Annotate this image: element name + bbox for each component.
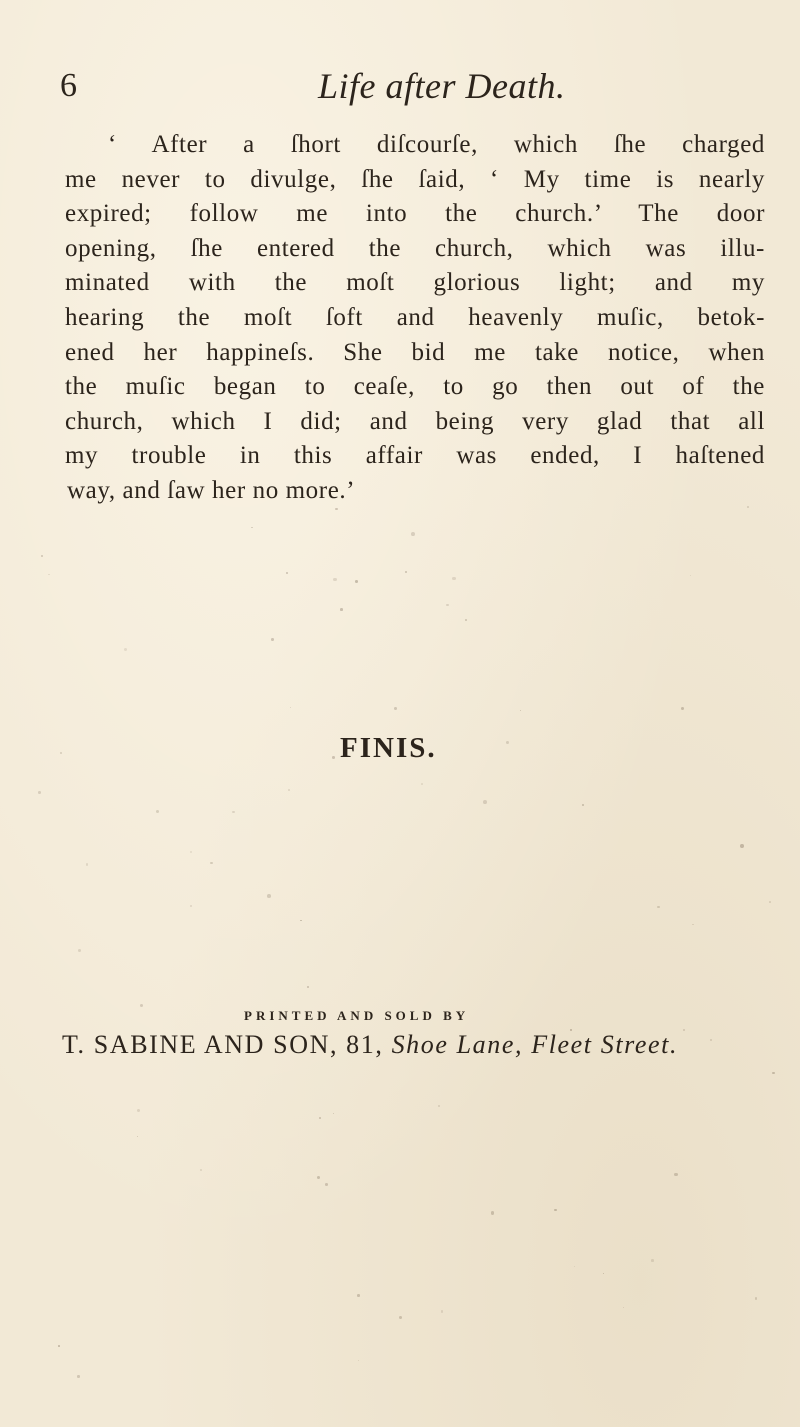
text-line: me never to divulge, ſhe ſaid, ‘ My time is nearly bbox=[65, 165, 765, 193]
paper-speckle bbox=[574, 1266, 575, 1267]
paper-speckle bbox=[692, 924, 694, 926]
paper-speckle bbox=[41, 555, 43, 557]
paper-speckle bbox=[286, 572, 288, 574]
paper-speckle bbox=[399, 1316, 402, 1319]
paper-speckle bbox=[140, 1004, 143, 1007]
paper-speckle bbox=[740, 844, 744, 848]
paper-speckle bbox=[210, 862, 212, 864]
paper-speckle bbox=[357, 1294, 360, 1297]
paper-speckle bbox=[333, 1113, 334, 1114]
page-header bbox=[60, 66, 760, 116]
text-line: ened her happineſs. She bid me take notice, when bbox=[65, 338, 765, 366]
paper-speckle bbox=[58, 1345, 60, 1347]
text-line: the muſic began to ceaſe, to go then out of the bbox=[65, 373, 765, 401]
paper-speckle bbox=[438, 1105, 440, 1107]
paper-speckle bbox=[441, 1310, 443, 1312]
printer-address: Shoe Lane, Fleet Street. bbox=[391, 1030, 679, 1059]
paper-speckle bbox=[251, 527, 253, 529]
paper-speckle bbox=[554, 1209, 556, 1211]
paper-speckle bbox=[358, 1360, 359, 1361]
text-line: minated with the moſt glorious light; and my bbox=[65, 269, 765, 297]
text-line: my trouble in this affair was ended, I haſtened bbox=[65, 442, 765, 470]
paper-speckle bbox=[465, 619, 467, 621]
finis-heading: FINIS. bbox=[340, 732, 437, 764]
paper-speckle bbox=[340, 608, 343, 611]
text-line: ‘ After a ſhort diſcourſe, which ſhe charged bbox=[108, 131, 765, 158]
text-line: church, which I did; and being very glad that all bbox=[65, 407, 765, 435]
paper-speckle bbox=[332, 756, 335, 759]
text-line: opening, ſhe entered the church, which was illu- bbox=[65, 234, 765, 262]
paper-speckle bbox=[355, 580, 358, 583]
running-head: Life after Death. bbox=[318, 66, 566, 106]
paper-speckle bbox=[411, 532, 415, 536]
text-line: hearing the moſt ſoft and heavenly muſic, betok- bbox=[65, 303, 765, 331]
paper-speckle bbox=[86, 863, 89, 866]
body-text bbox=[65, 128, 765, 509]
paper-speckle bbox=[38, 791, 41, 794]
paper-speckle bbox=[48, 574, 50, 576]
paper-speckle bbox=[570, 1029, 571, 1030]
paper-speckle bbox=[290, 707, 291, 708]
paper-speckle bbox=[267, 894, 271, 898]
paper-speckle bbox=[421, 783, 423, 785]
paper-speckle bbox=[200, 1169, 202, 1171]
paper-speckle bbox=[603, 1273, 605, 1275]
paper-speckle bbox=[288, 789, 290, 791]
paper-speckle bbox=[156, 810, 159, 813]
paper-speckle bbox=[232, 811, 235, 814]
paper-speckle bbox=[681, 707, 684, 710]
paper-speckle bbox=[623, 1307, 624, 1308]
paper-speckle bbox=[124, 648, 127, 651]
paper-speckle bbox=[582, 804, 584, 806]
paper-speckle bbox=[394, 707, 397, 710]
paper-speckle bbox=[190, 851, 192, 853]
printer-name: T. SABINE AND SON, 81, bbox=[62, 1030, 384, 1059]
paper-speckle bbox=[483, 800, 487, 804]
paper-speckle bbox=[446, 604, 448, 606]
paper-speckle bbox=[319, 1117, 321, 1119]
paper-speckle bbox=[651, 1259, 654, 1262]
page-number: 6 bbox=[60, 67, 77, 104]
paper-speckle bbox=[657, 906, 659, 908]
paper-speckle bbox=[317, 1176, 320, 1179]
paper-speckle bbox=[335, 508, 337, 510]
text-line: expired; follow me into the church.’ The door bbox=[65, 200, 765, 228]
paper-speckle bbox=[271, 638, 274, 641]
paper-speckle bbox=[325, 1183, 328, 1186]
paper-speckle bbox=[674, 1173, 678, 1177]
paper-speckle bbox=[755, 1297, 757, 1299]
paper-speckle bbox=[710, 1039, 712, 1041]
paper-speckle bbox=[300, 920, 301, 921]
paper-speckle bbox=[506, 741, 509, 744]
paper-speckle bbox=[78, 949, 81, 952]
paper-speckle bbox=[772, 1072, 775, 1075]
paper-speckle bbox=[491, 1211, 495, 1215]
imprint-printed-by: PRINTED AND SOLD BY bbox=[244, 1008, 470, 1023]
paper-speckle bbox=[137, 1136, 138, 1137]
imprint-printer bbox=[62, 1030, 678, 1060]
paper-speckle bbox=[690, 575, 691, 576]
paper-speckle bbox=[683, 1029, 685, 1031]
paper-speckle bbox=[307, 986, 309, 988]
text-line: way, and ſaw her no more.’ bbox=[67, 476, 356, 504]
paper-speckle bbox=[190, 905, 191, 906]
paper-speckle bbox=[405, 571, 407, 573]
paper-speckle bbox=[137, 1109, 140, 1112]
paper-speckle bbox=[769, 901, 771, 903]
paper-speckle bbox=[520, 710, 522, 712]
paper-speckle bbox=[60, 752, 62, 754]
paper-speckle bbox=[333, 578, 336, 581]
paper-speckle bbox=[77, 1375, 79, 1377]
paper-speckle bbox=[452, 577, 456, 581]
paper-speckle bbox=[747, 506, 749, 508]
